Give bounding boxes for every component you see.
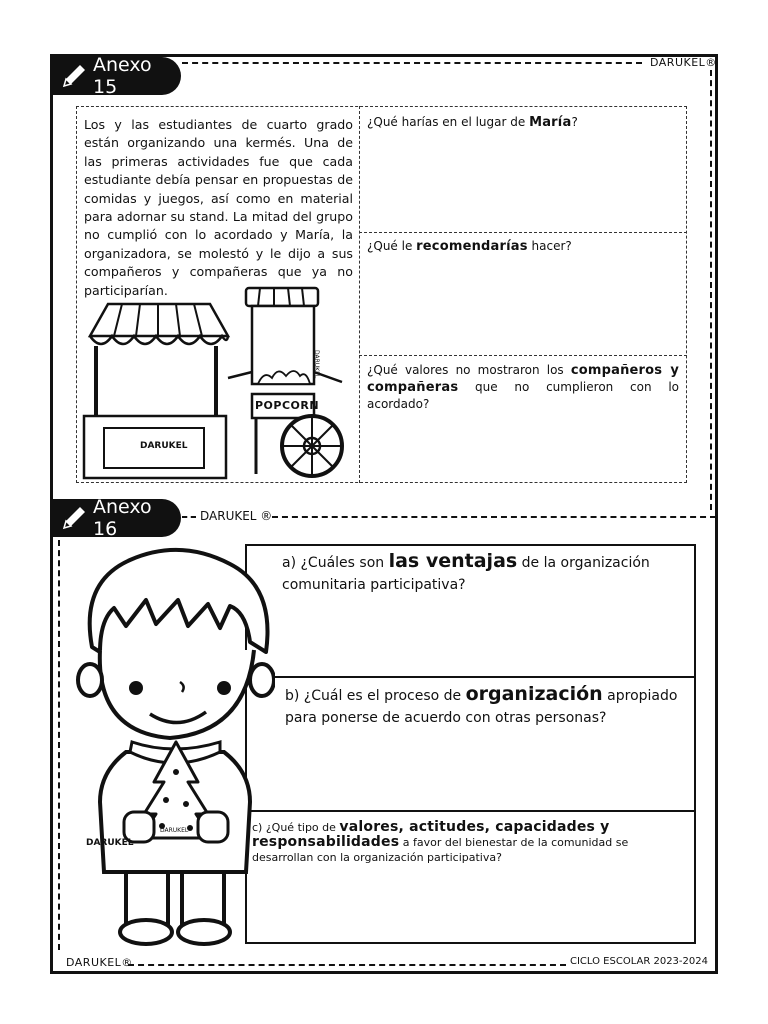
annex16-question-c: c) ¿Qué tipo de valores, actitudes, capacidades y responsabilidades a favor del bienestar de la comunidad se desarrollan con la organización participativa? — [252, 819, 629, 864]
footer-school-year: CICLO ESCOLAR 2023-2024 — [570, 956, 708, 967]
boy-logo: DARUKEL — [86, 838, 134, 848]
annex15-row-line-1 — [359, 232, 687, 233]
annex16-title-pill — [53, 496, 181, 540]
annex15-title-pill — [53, 54, 181, 98]
annex16-row-line-1 — [245, 676, 696, 678]
annex16-question-a: a) ¿Cuáles son las ventajas de la organización comunitaria participativa? — [282, 550, 650, 593]
annex16-dash-right — [272, 516, 716, 518]
annex15-question-2: ¿Qué le recomendarías hacer? — [367, 239, 572, 254]
annex15-divider — [359, 106, 360, 483]
boy-shirt-logo: DARUKEL — [160, 827, 189, 834]
pencil-icon — [59, 61, 89, 96]
right-dashed-line — [710, 70, 712, 510]
annex16-row-line-2 — [245, 810, 696, 812]
pencil-icon — [59, 503, 89, 538]
boy-illustration — [70, 542, 275, 947]
footer-dashed-line — [128, 964, 566, 966]
left-dashed-line — [58, 540, 60, 950]
popcorn-label: POPCORN — [255, 399, 320, 412]
kermes-stand-illustration — [80, 286, 355, 481]
annex16-title: Anexo 16 — [93, 496, 152, 540]
popcorn-side-logo: DARUKEL — [313, 350, 320, 379]
annex16-brand: DARUKEL ® — [200, 509, 273, 523]
footer-brand: DARUKEL® — [66, 956, 133, 969]
annex16-dash-left — [182, 516, 196, 518]
annex15-title: Anexo 15 — [93, 54, 152, 98]
brand-top: DARUKEL® — [650, 56, 717, 69]
annex15-row-line-2 — [359, 355, 687, 356]
annex15-story: Los y las estudiantes de cuarto grado están organizando una kermés. Una de las primeras actividades fue que cada estudiante debía pensar en propuestas de comidas y juegos, así como en material para adornar su stand. La mitad del grupo no cumplió con lo acordado y María, la organizadora, se molestó y le dijo a sus compañeros y compañeras que ya no participarían. — [84, 117, 353, 298]
annex16-question-b: b) ¿Cuál es el proceso de organización apropiado para ponerse de acuerdo con otras personas? — [285, 683, 678, 726]
stand-logo: DARUKEL — [140, 441, 188, 451]
annex16-box — [245, 544, 696, 944]
annex15-question-3: ¿Qué valores no mostraron los compañeros y compañeras que no cumplieron con lo acordado? — [367, 363, 679, 411]
top-dashed-line — [182, 62, 642, 64]
annex15-question-1: ¿Qué harías en el lugar de María? — [367, 115, 578, 130]
